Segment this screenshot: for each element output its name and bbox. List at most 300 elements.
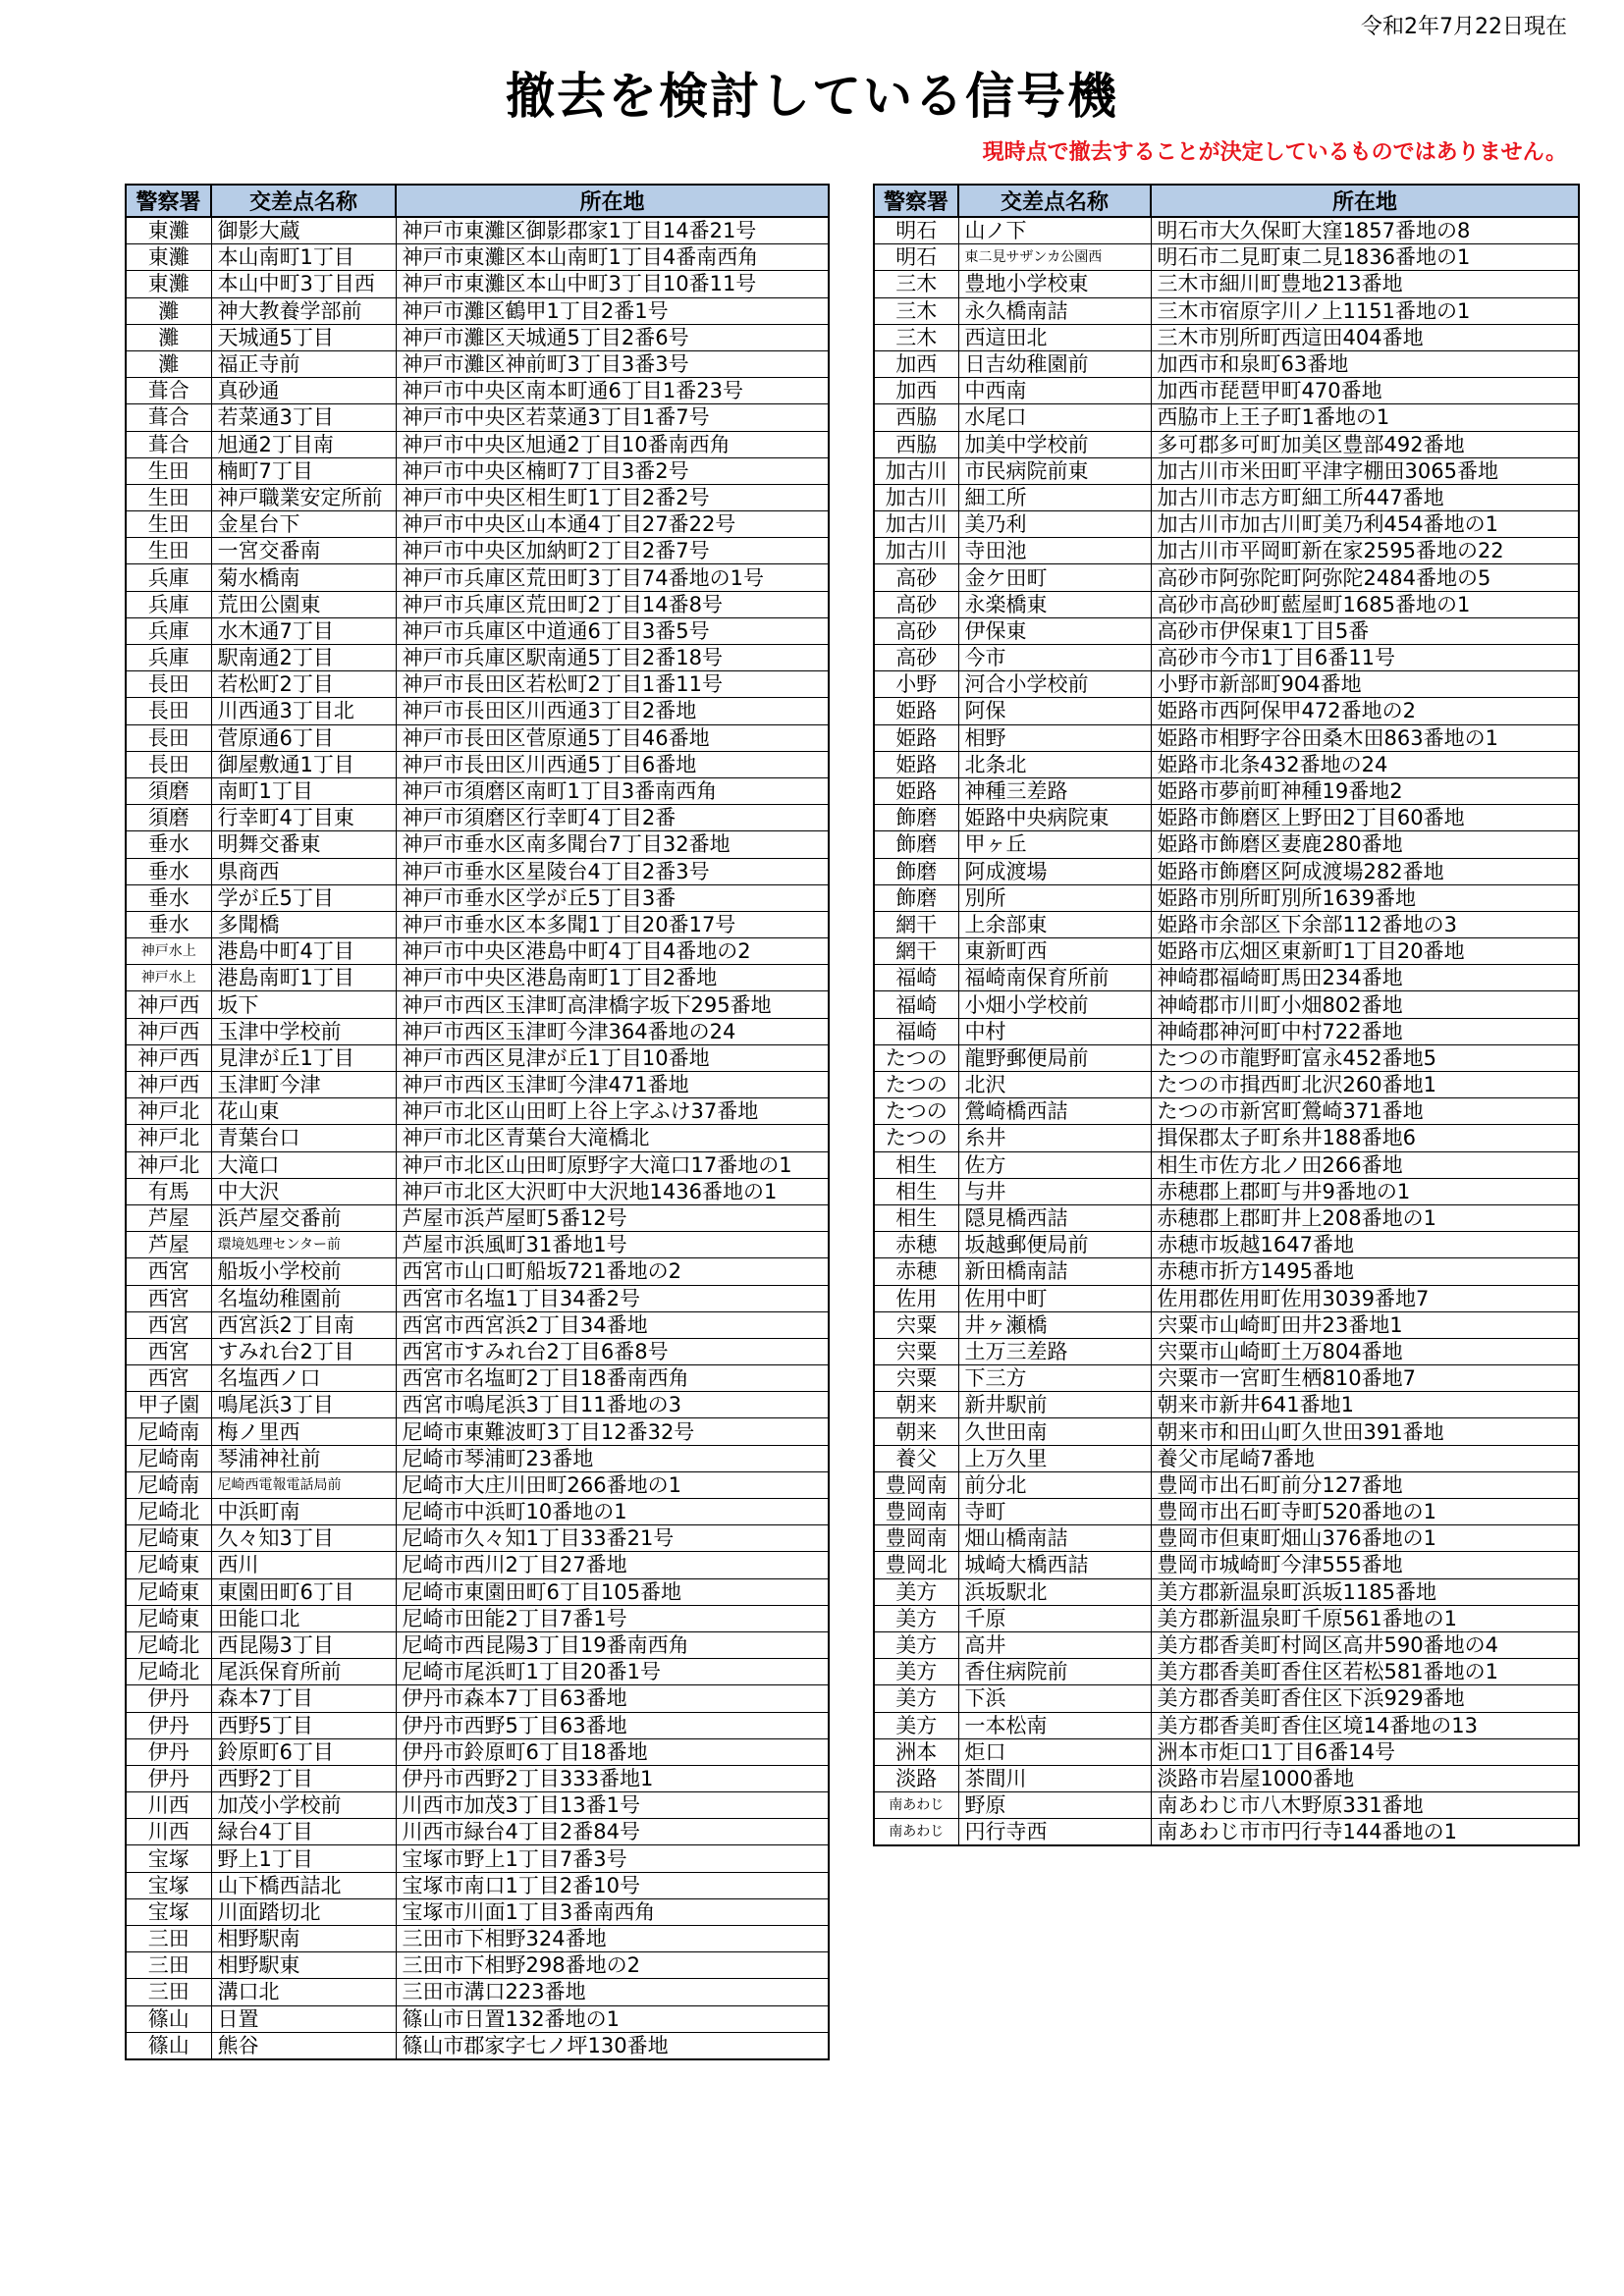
table-row xyxy=(874,484,1579,510)
intersection-name-cell: 船坂小学校前 xyxy=(211,1258,396,1285)
address-cell: 姫路市西阿保甲472番地の2 xyxy=(1151,698,1579,724)
address-cell: 宍粟市一宮町生栖810番地7 xyxy=(1151,1365,1579,1392)
address-cell: 神戸市中央区南本町通6丁目1番23号 xyxy=(396,378,829,404)
intersection-name-cell: 東園田町6丁目 xyxy=(211,1578,396,1605)
police-station-cell: 尼崎東 xyxy=(126,1578,211,1605)
intersection-name-cell: 糸井 xyxy=(958,1125,1151,1151)
intersection-name-cell: 尼崎西電報電話局前 xyxy=(211,1471,396,1498)
table-row xyxy=(874,1738,1579,1765)
address-cell: 高砂市今市1丁目6番11号 xyxy=(1151,645,1579,671)
table-row xyxy=(126,1578,829,1605)
table-row xyxy=(126,1952,829,1979)
address-cell: 神戸市北区大沢町中大沢地1436番地の1 xyxy=(396,1178,829,1204)
address-cell: 佐用郡佐用町佐用3039番地7 xyxy=(1151,1285,1579,1311)
table-row xyxy=(874,1445,1579,1471)
table-row xyxy=(126,1738,829,1765)
police-station-cell: 高砂 xyxy=(874,564,958,591)
address-cell: 朝来市新井641番地1 xyxy=(1151,1392,1579,1418)
table-row xyxy=(126,1819,829,1845)
address-cell: 神戸市東灘区本山中町3丁目10番11号 xyxy=(396,271,829,297)
intersection-name-cell: 溝口北 xyxy=(211,1979,396,2005)
police-station-cell: 尼崎南 xyxy=(126,1471,211,1498)
intersection-name-cell: 鶯崎橋西詰 xyxy=(958,1098,1151,1125)
intersection-name-cell: 佐方 xyxy=(958,1151,1151,1178)
intersection-name-cell: 加美中学校前 xyxy=(958,431,1151,457)
intersection-name-cell: 水尾口 xyxy=(958,404,1151,431)
address-cell: 尼崎市琴浦町23番地 xyxy=(396,1445,829,1471)
address-cell: 加西市和泉町63番地 xyxy=(1151,350,1579,377)
police-station-cell: 長田 xyxy=(126,724,211,751)
address-cell: 神戸市垂水区南多聞台7丁目32番地 xyxy=(396,831,829,858)
intersection-name-cell: 炬口 xyxy=(958,1738,1151,1765)
intersection-name-cell: 浜芦屋交番前 xyxy=(211,1204,396,1231)
address-cell: 西宮市名塩町2丁目18番南西角 xyxy=(396,1365,829,1392)
table-row xyxy=(126,991,829,1018)
police-station-cell: 福崎 xyxy=(874,991,958,1018)
address-cell: 豊岡市但東町畑山376番地の1 xyxy=(1151,1525,1579,1552)
police-station-cell: 生田 xyxy=(126,457,211,484)
table-row xyxy=(874,1125,1579,1151)
table-row xyxy=(874,378,1579,404)
police-station-cell: 葺合 xyxy=(126,431,211,457)
police-station-cell: 飾磨 xyxy=(874,831,958,858)
police-station-cell: 豊岡北 xyxy=(874,1552,958,1578)
table-row xyxy=(126,431,829,457)
table-row xyxy=(126,1338,829,1364)
table-row xyxy=(126,617,829,644)
address-cell: 神戸市中央区相生町1丁目2番2号 xyxy=(396,484,829,510)
address-cell: 尼崎市田能2丁目7番1号 xyxy=(396,1605,829,1631)
address-cell: 豊岡市出石町前分127番地 xyxy=(1151,1471,1579,1498)
table-row xyxy=(126,1232,829,1258)
intersection-name-cell: 環境処理センター前 xyxy=(211,1232,396,1258)
address-cell: 姫路市広畑区東新町1丁目20番地 xyxy=(1151,938,1579,965)
address-cell: 神戸市長田区菅原通5丁目46番地 xyxy=(396,724,829,751)
intersection-name-cell: 土万三差路 xyxy=(958,1338,1151,1364)
police-station-cell: 朝来 xyxy=(874,1392,958,1418)
police-station-cell: 姫路 xyxy=(874,724,958,751)
address-cell: 神戸市北区山田町上谷上字ふけ37番地 xyxy=(396,1098,829,1125)
table-row xyxy=(874,1765,1579,1791)
table-row xyxy=(874,1418,1579,1445)
table-row xyxy=(126,2005,829,2032)
table-row xyxy=(874,858,1579,884)
address-cell: 宍粟市山崎町田井23番地1 xyxy=(1151,1311,1579,1338)
table-row xyxy=(874,1204,1579,1231)
police-station-cell: 東灘 xyxy=(126,217,211,244)
address-cell: 神戸市中央区港島南町1丁目2番地 xyxy=(396,965,829,991)
table-row xyxy=(126,645,829,671)
intersection-name-cell: 野原 xyxy=(958,1792,1151,1819)
address-cell: 神戸市灘区神前町3丁目3番3号 xyxy=(396,350,829,377)
table-row xyxy=(126,938,829,965)
table-row xyxy=(874,1631,1579,1658)
table-row xyxy=(126,1872,829,1898)
address-cell: 姫路市相野字谷田桑木田863番地の1 xyxy=(1151,724,1579,751)
police-station-cell: 灘 xyxy=(126,324,211,350)
police-station-cell: 三田 xyxy=(126,1979,211,2005)
police-station-cell: 神戸北 xyxy=(126,1151,211,1178)
address-cell: 西宮市西宮浜2丁目34番地 xyxy=(396,1311,829,1338)
address-cell: 姫路市余部区下余部112番地の3 xyxy=(1151,911,1579,937)
intersection-name-cell: 西野2丁目 xyxy=(211,1765,396,1791)
as-of-date: 令和2年7月22日現在 xyxy=(1361,15,1567,39)
police-station-cell: 加古川 xyxy=(874,457,958,484)
table-row xyxy=(874,991,1579,1018)
table-row xyxy=(126,1659,829,1685)
intersection-name-cell: 千原 xyxy=(958,1605,1151,1631)
police-station-cell: 川西 xyxy=(126,1819,211,1845)
intersection-name-cell: 本山南町1丁目 xyxy=(211,244,396,271)
intersection-name-cell: 山ノ下 xyxy=(958,217,1151,244)
address-cell: 加古川市志方町細工所447番地 xyxy=(1151,484,1579,510)
table-row xyxy=(126,324,829,350)
police-station-cell: 美方 xyxy=(874,1605,958,1631)
address-cell: 神戸市灘区天城通5丁目2番6号 xyxy=(396,324,829,350)
address-cell: 尼崎市西川2丁目27番地 xyxy=(396,1552,829,1578)
intersection-name-cell: 豊地小学校東 xyxy=(958,271,1151,297)
intersection-name-cell: 大滝口 xyxy=(211,1151,396,1178)
police-station-cell: 篠山 xyxy=(126,2032,211,2059)
police-station-cell: 福崎 xyxy=(874,1018,958,1044)
address-cell: 神戸市西区玉津町今津471番地 xyxy=(396,1072,829,1098)
address-cell: 相生市佐方北ノ田266番地 xyxy=(1151,1151,1579,1178)
address-cell: 淡路市岩屋1000番地 xyxy=(1151,1765,1579,1791)
address-cell: 神戸市長田区川西通5丁目6番地 xyxy=(396,751,829,777)
address-cell: 神戸市兵庫区駅南通5丁目2番18号 xyxy=(396,645,829,671)
police-station-cell: 美方 xyxy=(874,1631,958,1658)
address-cell: 美方郡新温泉町浜坂1185番地 xyxy=(1151,1578,1579,1605)
police-station-cell: 伊丹 xyxy=(126,1738,211,1765)
police-station-cell: 高砂 xyxy=(874,617,958,644)
police-station-cell: 相生 xyxy=(874,1178,958,1204)
intersection-name-cell: 龍野郵便局前 xyxy=(958,1044,1151,1071)
police-station-cell: 網干 xyxy=(874,911,958,937)
intersection-name-cell: 鈴原町6丁目 xyxy=(211,1738,396,1765)
address-cell: 三田市下相野324番地 xyxy=(396,1926,829,1952)
table-row xyxy=(874,404,1579,431)
table-row xyxy=(126,244,829,271)
table-row xyxy=(126,1258,829,1285)
address-cell: 神戸市西区玉津町高津橋字坂下295番地 xyxy=(396,991,829,1018)
intersection-name-cell: 上余部東 xyxy=(958,911,1151,937)
police-station-cell: 生田 xyxy=(126,538,211,564)
table-row xyxy=(874,645,1579,671)
table-row xyxy=(126,1631,829,1658)
table-row xyxy=(874,1072,1579,1098)
intersection-name-cell: 姫路中央病院東 xyxy=(958,805,1151,831)
address-cell: 神戸市垂水区本多聞1丁目20番17号 xyxy=(396,911,829,937)
address-cell: 川西市緑台4丁目2番84号 xyxy=(396,1819,829,1845)
intersection-name-cell: 市民病院前東 xyxy=(958,457,1151,484)
table-row xyxy=(874,1578,1579,1605)
police-station-cell: 宝塚 xyxy=(126,1872,211,1898)
table-row xyxy=(126,724,829,751)
police-station-cell: たつの xyxy=(874,1044,958,1071)
address-cell: 神戸市中央区山本通4丁目27番22号 xyxy=(396,511,829,538)
intersection-name-cell: 楠町7丁目 xyxy=(211,457,396,484)
table-row xyxy=(874,938,1579,965)
police-station-cell: 伊丹 xyxy=(126,1712,211,1738)
police-station-cell: 淡路 xyxy=(874,1765,958,1791)
police-station-cell: 姫路 xyxy=(874,698,958,724)
police-station-cell: 養父 xyxy=(874,1445,958,1471)
address-cell: 神戸市中央区楠町7丁目3番2号 xyxy=(396,457,829,484)
address-cell: 三木市別所町西這田404番地 xyxy=(1151,324,1579,350)
table-row xyxy=(874,1659,1579,1685)
table-row xyxy=(126,217,829,244)
intersection-name-cell: 中大沢 xyxy=(211,1178,396,1204)
police-station-cell: 兵庫 xyxy=(126,645,211,671)
police-station-cell: 尼崎南 xyxy=(126,1418,211,1445)
address-cell: 三木市細川町豊地213番地 xyxy=(1151,271,1579,297)
intersection-name-cell: 下三方 xyxy=(958,1365,1151,1392)
address-cell: 西宮市山口町船坂721番地の2 xyxy=(396,1258,829,1285)
table-row xyxy=(874,1044,1579,1071)
table-row xyxy=(126,1845,829,1872)
intersection-name-cell: 阿成渡場 xyxy=(958,858,1151,884)
table-row xyxy=(874,1792,1579,1819)
intersection-name-cell: 小畑小学校前 xyxy=(958,991,1151,1018)
intersection-name-cell: 緑台4丁目 xyxy=(211,1819,396,1845)
address-cell: 美方郡新温泉町千原561番地の1 xyxy=(1151,1605,1579,1631)
table-row xyxy=(126,1712,829,1738)
intersection-name-cell: 御屋敷通1丁目 xyxy=(211,751,396,777)
intersection-name-cell: 金ケ田町 xyxy=(958,564,1151,591)
police-station-cell: 西宮 xyxy=(126,1338,211,1364)
table-row xyxy=(126,1525,829,1552)
address-cell: 伊丹市西野5丁目63番地 xyxy=(396,1712,829,1738)
police-station-cell: 南あわじ xyxy=(874,1792,958,1819)
table-row xyxy=(126,1765,829,1791)
police-station-cell: 宝塚 xyxy=(126,1845,211,1872)
intersection-name-cell: すみれ台2丁目 xyxy=(211,1338,396,1364)
table-row xyxy=(126,1471,829,1498)
police-station-cell: 高砂 xyxy=(874,591,958,617)
police-station-cell: 加古川 xyxy=(874,538,958,564)
intersection-name-cell: 西野5丁目 xyxy=(211,1712,396,1738)
police-station-cell: 宍粟 xyxy=(874,1311,958,1338)
table-row xyxy=(874,831,1579,858)
police-station-cell: 飾磨 xyxy=(874,805,958,831)
intersection-name-cell: 西昆陽3丁目 xyxy=(211,1631,396,1658)
police-station-cell: 芦屋 xyxy=(126,1232,211,1258)
table-row xyxy=(126,1445,829,1471)
intersection-name-cell: 熊谷 xyxy=(211,2032,396,2059)
police-station-cell: 姫路 xyxy=(874,751,958,777)
police-station-cell: 網干 xyxy=(874,938,958,965)
intersection-name-cell: 名塩西ノ口 xyxy=(211,1365,396,1392)
police-station-cell: 葺合 xyxy=(126,378,211,404)
address-cell: 赤穂郡上郡町井上208番地の1 xyxy=(1151,1204,1579,1231)
table-row xyxy=(874,671,1579,698)
intersection-name-cell: 日吉幼稚園前 xyxy=(958,350,1151,377)
table-row xyxy=(874,457,1579,484)
table-row xyxy=(874,1338,1579,1364)
police-station-cell: 明石 xyxy=(874,244,958,271)
address-cell: 三木市宿原字川ノ上1151番地の1 xyxy=(1151,297,1579,324)
table-row xyxy=(126,1898,829,1925)
police-station-cell: 豊岡南 xyxy=(874,1471,958,1498)
address-cell: 明石市二見町東二見1836番地の1 xyxy=(1151,244,1579,271)
intersection-name-cell: 明舞交番東 xyxy=(211,831,396,858)
police-station-cell: 垂水 xyxy=(126,831,211,858)
table-row xyxy=(874,1819,1579,1846)
intersection-name-cell: 花山東 xyxy=(211,1098,396,1125)
intersection-name-cell: 神戸職業安定所前 xyxy=(211,484,396,510)
table-row xyxy=(126,1151,829,1178)
police-station-cell: 高砂 xyxy=(874,645,958,671)
table-row xyxy=(126,965,829,991)
intersection-name-cell: 新田橋南詰 xyxy=(958,1258,1151,1285)
intersection-name-cell: 鳴尾浜3丁目 xyxy=(211,1392,396,1418)
intersection-name-cell: 永楽橋東 xyxy=(958,591,1151,617)
police-station-cell: 神戸西 xyxy=(126,1018,211,1044)
column-header-station: 警察署 xyxy=(874,185,958,217)
column-header-address: 所在地 xyxy=(1151,185,1579,217)
intersection-name-cell: 天城通5丁目 xyxy=(211,324,396,350)
address-cell: 小野市新部町904番地 xyxy=(1151,671,1579,698)
table-row xyxy=(126,457,829,484)
intersection-name-cell: 田能口北 xyxy=(211,1605,396,1631)
table-row xyxy=(126,1204,829,1231)
address-cell: 高砂市阿弥陀町阿弥陀2484番地の5 xyxy=(1151,564,1579,591)
intersection-name-cell: 香住病院前 xyxy=(958,1659,1151,1685)
table-row xyxy=(874,564,1579,591)
table-row xyxy=(126,911,829,937)
page-title: 撤去を検討している信号機 xyxy=(506,68,1118,125)
intersection-name-cell: 東二見サザンカ公園西 xyxy=(958,244,1151,271)
table-row xyxy=(126,1418,829,1445)
intersection-name-cell: 相野駅東 xyxy=(211,1952,396,1979)
address-cell: 芦屋市浜風町31番地1号 xyxy=(396,1232,829,1258)
address-cell: 神戸市灘区鶴甲1丁目2番1号 xyxy=(396,297,829,324)
table-row xyxy=(126,2032,829,2059)
intersection-name-cell: 加茂小学校前 xyxy=(211,1792,396,1819)
police-station-cell: 姫路 xyxy=(874,777,958,804)
address-cell: 明石市大久保町大窪1857番地の8 xyxy=(1151,217,1579,244)
table-row xyxy=(126,831,829,858)
intersection-name-cell: 相野駅南 xyxy=(211,1926,396,1952)
police-station-cell: 西脇 xyxy=(874,404,958,431)
address-cell: 美方郡香美町香住区若松581番地の1 xyxy=(1151,1659,1579,1685)
table-row xyxy=(126,404,829,431)
police-station-cell: 美方 xyxy=(874,1578,958,1605)
police-station-cell: 須磨 xyxy=(126,805,211,831)
address-cell: 尼崎市東難波町3丁目12番32号 xyxy=(396,1418,829,1445)
police-station-cell: 尼崎東 xyxy=(126,1605,211,1631)
address-cell: 豊岡市城崎町今津555番地 xyxy=(1151,1552,1579,1578)
police-station-cell: 尼崎東 xyxy=(126,1525,211,1552)
address-cell: 神崎郡福崎町馬田234番地 xyxy=(1151,965,1579,991)
address-cell: 神戸市中央区若菜通3丁目1番7号 xyxy=(396,404,829,431)
table-row xyxy=(126,1792,829,1819)
table-row xyxy=(126,350,829,377)
police-station-cell: 西宮 xyxy=(126,1258,211,1285)
intersection-name-cell: 県商西 xyxy=(211,858,396,884)
intersection-name-cell: 旭通2丁目南 xyxy=(211,431,396,457)
address-cell: 南あわじ市八木野原331番地 xyxy=(1151,1792,1579,1819)
police-station-cell: 南あわじ xyxy=(874,1819,958,1846)
intersection-name-cell: 下浜 xyxy=(958,1685,1151,1712)
table-row xyxy=(874,1285,1579,1311)
table-row xyxy=(126,858,829,884)
address-cell: 多可郡多可町加美区豊部492番地 xyxy=(1151,431,1579,457)
address-cell: 尼崎市大庄川田町266番地の1 xyxy=(396,1471,829,1498)
intersection-name-cell: 港島中町4丁目 xyxy=(211,938,396,965)
table-row xyxy=(126,1285,829,1311)
table-row xyxy=(126,484,829,510)
intersection-name-cell: 福崎南保育所前 xyxy=(958,965,1151,991)
police-station-cell: 芦屋 xyxy=(126,1204,211,1231)
table-row xyxy=(874,1365,1579,1392)
police-station-cell: 葺合 xyxy=(126,404,211,431)
intersection-name-cell: 永久橋南詰 xyxy=(958,297,1151,324)
address-cell: 尼崎市久々知1丁目33番21号 xyxy=(396,1525,829,1552)
address-cell: 三田市溝口223番地 xyxy=(396,1979,829,2005)
address-cell: 伊丹市鈴原町6丁目18番地 xyxy=(396,1738,829,1765)
intersection-name-cell: 相野 xyxy=(958,724,1151,751)
address-cell: 西宮市鳴尾浜3丁目11番地の3 xyxy=(396,1392,829,1418)
police-station-cell: 長田 xyxy=(126,751,211,777)
table-row xyxy=(126,1552,829,1578)
police-station-cell: 朝来 xyxy=(874,1418,958,1445)
intersection-name-cell: 野上1丁目 xyxy=(211,1845,396,1872)
police-station-cell: たつの xyxy=(874,1098,958,1125)
police-station-cell: 伊丹 xyxy=(126,1685,211,1712)
address-cell: 神崎郡神河町中村722番地 xyxy=(1151,1018,1579,1044)
intersection-name-cell: 山下橋西詰北 xyxy=(211,1872,396,1898)
police-station-cell: 神戸水上 xyxy=(126,965,211,991)
intersection-name-cell: 神大教養学部前 xyxy=(211,297,396,324)
address-cell: 神戸市垂水区学が丘5丁目3番 xyxy=(396,884,829,911)
intersection-name-cell: 寺町 xyxy=(958,1499,1151,1525)
table-row xyxy=(874,805,1579,831)
intersection-name-cell: 尾浜保育所前 xyxy=(211,1659,396,1685)
police-station-cell: 神戸西 xyxy=(126,991,211,1018)
police-station-cell: 三木 xyxy=(874,271,958,297)
intersection-name-cell: 菅原通6丁目 xyxy=(211,724,396,751)
intersection-name-cell: 本山中町3丁目西 xyxy=(211,271,396,297)
table-row xyxy=(126,805,829,831)
signal-table-left xyxy=(125,184,830,2060)
address-cell: 神戸市兵庫区荒田町2丁目14番8号 xyxy=(396,591,829,617)
table-row xyxy=(874,431,1579,457)
police-station-cell: 三田 xyxy=(126,1926,211,1952)
table-row xyxy=(126,591,829,617)
intersection-name-cell: 佐用中町 xyxy=(958,1285,1151,1311)
address-cell: 姫路市飾磨区妻鹿280番地 xyxy=(1151,831,1579,858)
table-row xyxy=(874,1151,1579,1178)
table-row xyxy=(874,1552,1579,1578)
table-row xyxy=(126,884,829,911)
address-cell: 宝塚市野上1丁目7番3号 xyxy=(396,1845,829,1872)
table-row xyxy=(874,751,1579,777)
intersection-name-cell: 前分北 xyxy=(958,1471,1151,1498)
table-row xyxy=(874,271,1579,297)
address-cell: 神戸市須磨区行幸町4丁目2番 xyxy=(396,805,829,831)
address-cell: 加古川市平岡町新在家2595番地の22 xyxy=(1151,538,1579,564)
police-station-cell: 垂水 xyxy=(126,911,211,937)
intersection-name-cell: 中西南 xyxy=(958,378,1151,404)
police-station-cell: 神戸水上 xyxy=(126,938,211,965)
police-station-cell: 有馬 xyxy=(126,1178,211,1204)
address-cell: 宍粟市山崎町土万804番地 xyxy=(1151,1338,1579,1364)
table-row xyxy=(874,911,1579,937)
table-row xyxy=(126,1605,829,1631)
table-row xyxy=(874,1258,1579,1285)
address-cell: 篠山市日置132番地の1 xyxy=(396,2005,829,2032)
